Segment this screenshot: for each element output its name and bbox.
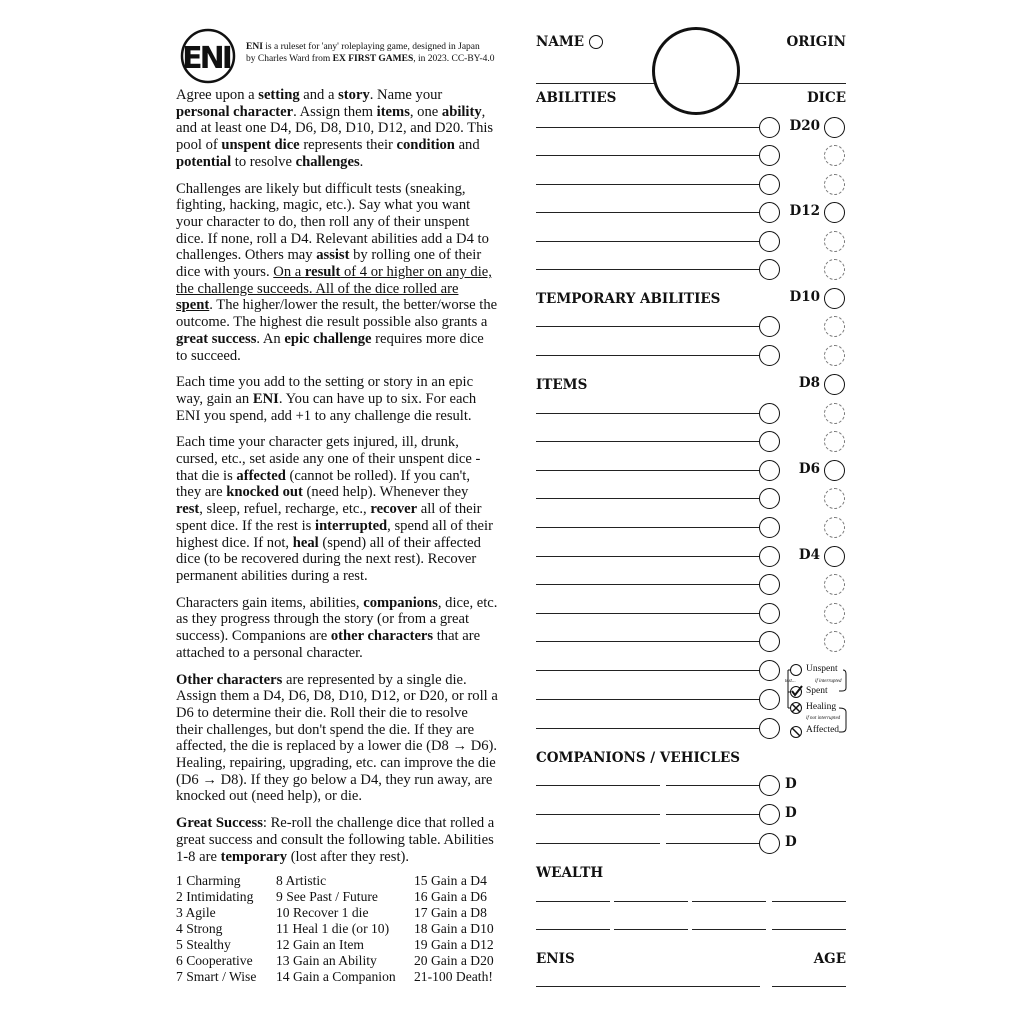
rules-keyword: recover [370,501,418,518]
great-success-table [176,873,504,985]
rules-text-span: (cannot be rolled). If you can't, they are [176,467,471,501]
wealth-line[interactable] [772,901,846,902]
rules-paragraph [176,595,498,662]
table-cell: 13 Gain an Ability [276,953,377,968]
companion-note-line[interactable] [666,843,760,844]
rules-keyword: companions [363,594,438,611]
table-cell: 9 See Past / Future [276,889,378,904]
table-cell: 21-100 Death! [414,969,493,984]
credit-text: ENI is a ruleset for 'any' roleplaying game, designed in Japan by Charles Ward from EX FIRST GAMES, in 2023. CC-BY-4.0 [246,42,495,64]
rules-text-span: (need help). Whenever they [302,484,469,501]
rules-text-span: , sleep, refuel, recharge, etc., [199,501,371,518]
entry-line[interactable] [536,556,760,557]
table-cell: 4 Strong [176,921,223,936]
rules-keyword: heal [292,534,319,551]
entry-line[interactable] [536,613,760,614]
empty-die-circle[interactable] [824,259,845,280]
rules-text-span: and [454,137,480,154]
rules-keyword: potential [176,153,232,170]
rules-paragraph [176,434,498,584]
rules-keyword: spent [176,297,210,314]
rules-text-span: , one [409,103,442,120]
die-slot-circle[interactable] [759,259,780,280]
die-slot-circle[interactable] [759,689,780,710]
die-slot-circle[interactable] [759,145,780,166]
table-cell: 11 Heal 1 die (or 10) [276,921,390,936]
rules-text-span: and a [299,87,339,103]
rules-keyword: affected [236,467,286,484]
table-cell: 17 Gain a D8 [414,905,487,920]
entry-line[interactable] [536,269,760,270]
die-slot-circle[interactable] [759,403,780,424]
legend-if-not-interrupted: if not interrupted [806,716,841,721]
die-slot-circle[interactable] [759,431,780,452]
empty-die-circle[interactable] [824,603,845,624]
rules-text-span: Agree upon a [176,87,259,103]
name-label: NAME [536,34,585,50]
table-cell: 14 Gain a Companion [276,969,396,984]
entry-line[interactable] [536,441,760,442]
rules-paragraph [176,374,498,424]
table-row [176,873,504,889]
rules-keyword: unspent dice [221,137,300,154]
die-circle[interactable] [824,202,845,223]
entry-line[interactable] [536,670,760,671]
die-slot-circle[interactable] [759,546,780,567]
table-row [176,969,504,985]
die-slot-circle[interactable] [759,174,780,195]
rules-paragraph [176,672,498,806]
rules-text-span: . Name your [369,87,443,103]
entry-line[interactable] [536,155,760,156]
empty-die-circle[interactable] [824,431,845,452]
table-cell: 12 Gain an Item [276,937,364,952]
legend-test: test... [785,679,796,684]
die-circle[interactable] [824,460,845,481]
age-line[interactable] [772,986,846,987]
rules-keyword: ENI [252,390,279,407]
companion-name-line[interactable] [536,814,660,815]
wealth-line[interactable] [772,929,846,930]
table-cell: 7 Smart / Wise [176,969,257,984]
svg-text:ENI: ENI [182,41,230,76]
die-circle[interactable] [824,288,845,309]
table-cell: 6 Cooperative [176,953,253,968]
entry-line[interactable] [536,470,760,471]
rules-keyword: result [304,264,341,281]
die-slot-circle[interactable] [759,202,780,223]
legend-if-interrupted: if interrupted [815,679,842,684]
die-label: D4 [798,547,820,563]
rules-keyword: story [338,87,370,103]
table-cell: 16 Gain a D6 [414,889,487,904]
rules-paragraph [176,815,498,865]
die-slot-circle[interactable] [759,574,780,595]
empty-die-circle[interactable] [824,574,845,595]
rules-text-span: . [359,153,364,170]
empty-die-circle[interactable] [824,345,845,366]
portrait-circle[interactable] [652,27,740,115]
entry-line[interactable] [536,527,760,528]
rules-text-span: . The higher/lower the result, the better/worse the outcome. The highest die result possible also grants a [176,297,498,331]
wealth-line[interactable] [614,901,688,902]
rules-text-span: of 4 or higher on any die, the challenge succeeds. All of the dice rolled are [176,264,492,297]
empty-die-circle[interactable] [824,631,845,652]
rules-keyword: condition [396,137,455,154]
rules-text-span: requires more dice to succeed. [176,330,484,364]
rules-text-span: represents their [299,137,397,154]
companion-name-line[interactable] [536,785,660,786]
rules-text-span: are represented by a single die. Assign them a D4, D6, D8, D10, D12, or D20, or roll a D6 to determine their die. Roll their die to resolve their challenges, but don't spend the die. If they are affected, the die is replaced by a lower die (D8 → D6). Healing, repairing, upgrading, etc. can improve the die (D6 → D8). If they go below a D4, they run away, are knocked out (need help), or die. [176,671,498,805]
table-cell: 2 Intimidating [176,889,254,904]
rules-paragraph [176,87,498,171]
rules-text [176,87,498,875]
items-label: ITEMS [536,377,588,393]
entry-line[interactable] [536,584,760,585]
empty-die-circle[interactable] [824,174,845,195]
origin-label: ORIGIN [786,34,846,50]
companion-name-line[interactable] [536,843,660,844]
die-circle[interactable] [824,374,845,395]
table-row [176,905,504,921]
die-slot-circle[interactable] [759,631,780,652]
table-row [176,937,504,953]
rules-text-span: , and at least one D4, D6, D8, D10, D12, and D20. This pool of [176,103,494,154]
entry-line[interactable] [536,241,760,242]
empty-die-circle[interactable] [824,403,845,424]
abilities-label: ABILITIES [536,90,617,106]
dice-label: DICE [806,90,846,106]
rules-text-span: . Assign them [293,103,377,120]
unspent-icon [791,665,802,676]
die-label: D8 [798,375,820,391]
die-label: D12 [789,203,820,219]
legend-spent: Spent [806,686,828,696]
rules-text-span: Characters gain items, abilities, [176,594,364,611]
entry-line[interactable] [536,498,760,499]
rules-text-span: (lost after they rest). [287,848,410,865]
entry-line[interactable] [536,184,760,185]
rules-keyword: Great Success [176,815,263,832]
empty-die-circle[interactable] [824,145,845,166]
rules-text-span: all of their spent dice. If the rest is [176,501,482,534]
rules-paragraph [176,181,498,365]
temporary-abilities-label: TEMPORARY ABILITIES [536,291,721,307]
enis-label: ENIS [536,951,575,967]
die-circle[interactable] [824,546,845,567]
rules-keyword: great success [176,330,257,347]
die-label: D6 [798,461,820,477]
entry-line[interactable] [536,212,760,213]
die-slot-circle[interactable] [759,345,780,366]
table-cell: 20 Gain a D20 [414,953,494,968]
rules-text-span: Each time your character gets injured, ill, drunk, cursed, etc., set aside any one of their unspent dice - that die is [176,434,481,484]
companion-die-label: D [785,776,797,792]
companion-die-label: D [785,805,797,821]
entry-line[interactable] [536,728,760,729]
companion-die-circle[interactable] [759,833,780,854]
rules-keyword: other characters [330,628,434,645]
rules-text-span: . An [256,330,285,347]
enis-line[interactable] [536,986,760,987]
rules-text-span: Each time you add to the setting or story in an epic way, gain an [176,374,474,407]
wealth-line[interactable] [536,901,610,902]
empty-die-circle[interactable] [824,231,845,252]
die-slot-circle[interactable] [759,603,780,624]
entry-line[interactable] [536,699,760,700]
rules-text-span: that are attached to a personal character. [176,628,481,661]
rules-text-span: , dice, etc. as they progress through the story (or from a great success). Companions are [176,594,498,645]
rules-keyword: assist [316,247,350,264]
legend-icons [783,660,849,742]
empty-die-circle[interactable] [824,316,845,337]
table-cell: 10 Recover 1 die [276,905,369,920]
die-slot-circle[interactable] [759,460,780,481]
entry-line[interactable] [536,641,760,642]
rules-keyword: items [376,103,410,120]
rules-keyword: knocked out [226,484,303,501]
rules-text-span: by rolling one of their dice with yours. [176,247,482,281]
die-label: D20 [789,118,820,134]
companion-note-line[interactable] [666,814,760,815]
rules-keyword: interrupted [315,517,388,534]
empty-die-circle[interactable] [824,517,845,538]
rules-keyword: rest [176,501,200,518]
rules-keyword: ability [441,103,482,120]
legend-healing: Healing [806,702,837,712]
table-row [176,889,504,905]
companion-die-circle[interactable] [759,804,780,825]
age-label: AGE [813,951,846,967]
legend-unspent: Unspent [806,664,838,674]
table-cell: 3 Agile [176,905,216,920]
entry-line[interactable] [536,413,760,414]
companion-note-line[interactable] [666,785,760,786]
die-slot-circle[interactable] [759,517,780,538]
rules-text-span: Challenges are likely but difficult tests (sneaking, fighting, hacking, magic, etc.). Say what you want your character to do, then roll any of their unspent dice. If none, roll a D4. Relevant abilities add a D4 to challenges. Others may [176,180,489,264]
rules-keyword: challenges [295,153,360,170]
rules-text-span: , spend all of their highest dice. If not, [176,517,493,551]
table-row [176,921,504,937]
entry-line[interactable] [536,127,760,128]
table-cell: 1 Charming [176,873,241,888]
wealth-line[interactable] [614,929,688,930]
rules-keyword: setting [258,87,300,103]
rules-text-span: (spend) all of their affected dice (to be recovered during the next rest). Recover permanent abilities during a rest. [176,534,481,584]
companion-die-circle[interactable] [759,775,780,796]
table-cell: 5 Stealthy [176,937,231,952]
empty-die-circle[interactable] [824,488,845,509]
die-slot-circle[interactable] [759,316,780,337]
die-label: D10 [789,289,820,305]
wealth-label: WEALTH [536,865,604,881]
rules-keyword: Other characters [176,671,283,688]
die-slot-circle[interactable] [759,231,780,252]
entry-line[interactable] [536,326,760,327]
rules-text-span: On a [273,264,305,281]
companions-label: COMPANIONS / VEHICLES [536,750,741,766]
rules-keyword: epic challenge [284,330,372,347]
rules-text-span: to resolve [231,153,296,170]
die-slot-circle[interactable] [759,660,780,681]
table-cell: 19 Gain a D12 [414,937,494,952]
wealth-line[interactable] [536,929,610,930]
entry-line[interactable] [536,355,760,356]
name-circle[interactable] [589,35,603,49]
wealth-line[interactable] [692,929,766,930]
die-slot-circle[interactable] [759,718,780,739]
table-cell: 18 Gain a D10 [414,921,494,936]
die-slot-circle[interactable] [759,488,780,509]
rules-keyword: temporary [220,848,288,865]
wealth-line[interactable] [692,901,766,902]
die-circle[interactable] [824,117,845,138]
eni-logo [176,28,236,84]
rules-text-span: . You can have up to six. For each ENI you spend, add +1 to any challenge die result. [176,390,477,424]
die-slot-circle[interactable] [759,117,780,138]
table-row [176,953,504,969]
legend-affected: Affected [806,725,840,735]
table-cell: 8 Artistic [276,873,327,888]
rules-keyword: personal character [176,103,294,120]
table-cell: 15 Gain a D4 [414,873,487,888]
companion-die-label: D [785,834,797,850]
rules-text-span: : Re-roll the challenge dice that rolled a great success and consult the following table. Abilities 1-8 are [176,815,495,865]
